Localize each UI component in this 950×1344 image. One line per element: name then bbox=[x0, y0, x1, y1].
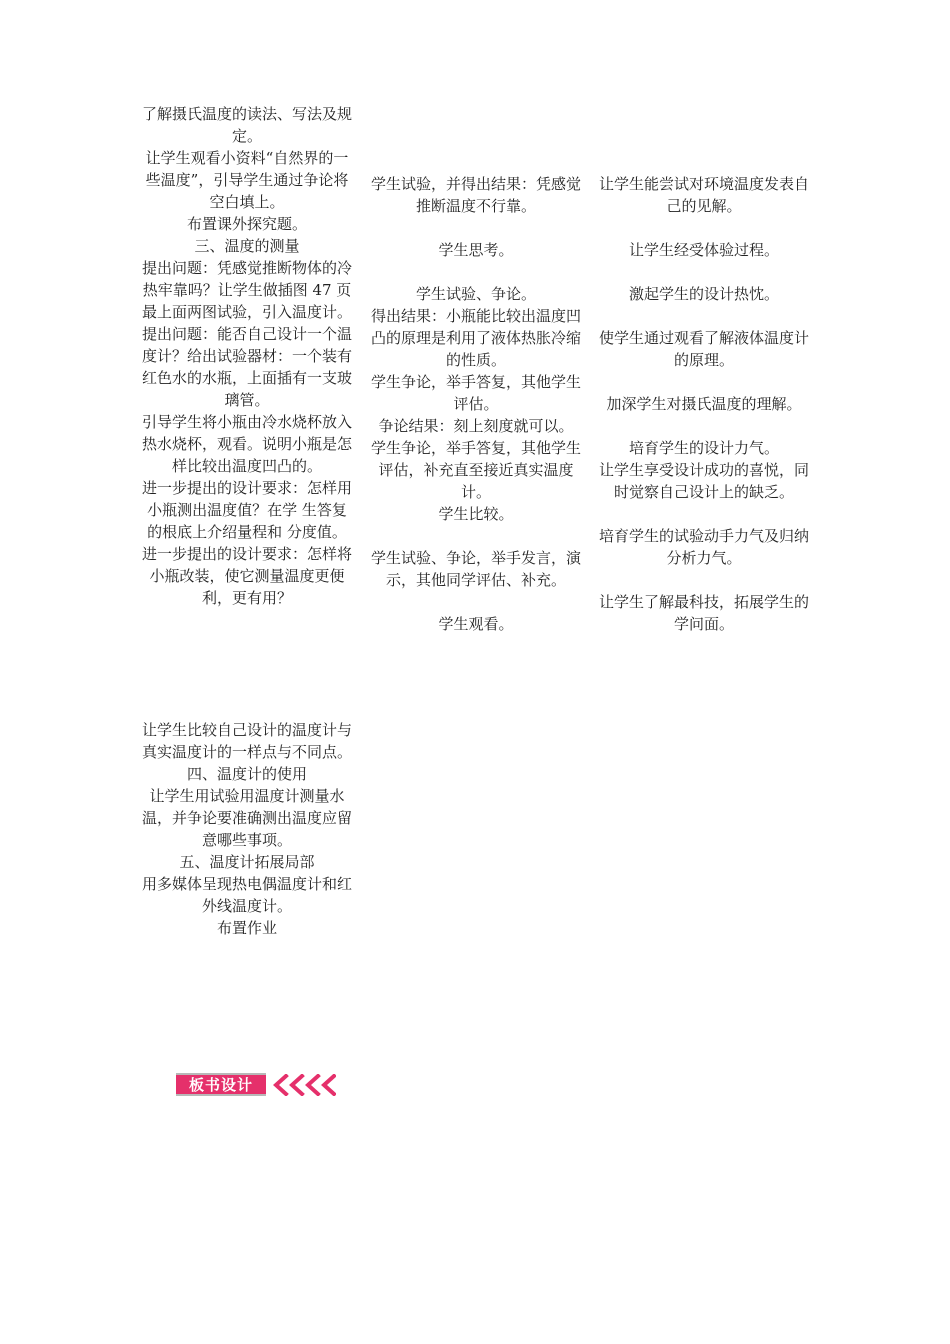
chevron-left-icon bbox=[272, 1074, 336, 1096]
teacher-item: 用多媒体呈现热电偶温度计和红外线温度计。 bbox=[141, 875, 352, 915]
intent-item: 让学生能尝试对环境温度发表自己的见解。 bbox=[598, 175, 809, 215]
teacher-item: 布置课外探究题。 bbox=[186, 215, 307, 233]
student-item: 学生争论，举手答复，其他学生评估。 bbox=[370, 373, 581, 413]
teacher-item: 提出问题：能否自己设计一个温度计？给出试验器材：一个装有红色水的水瓶，上面插有一支玻璃管。 bbox=[141, 325, 352, 409]
intent-item: 让学生经受体验过程。 bbox=[628, 241, 779, 259]
intent-item: 让学生享受设计成功的喜悦，同时觉察自己设计上的缺乏。 bbox=[598, 461, 809, 501]
teacher-item: 进一步提出的设计要求：怎样用小瓶测出温度值？在学 生答复的根底上介绍量程和 分度值。 bbox=[141, 479, 352, 541]
banner-label: 板书设计 bbox=[188, 1076, 253, 1094]
chevron-left-icon bbox=[272, 1074, 336, 1096]
teacher-item: 让学生比较自己设计的温度计与真实温度计的一样点与不同点。 bbox=[141, 721, 352, 761]
student-item: 学生试验，并得出结果：凭感觉推断温度不行靠。 bbox=[370, 175, 581, 215]
teacher-item: 了解摄氏温度的读法、写法及规定。 bbox=[141, 105, 352, 145]
student-item: 争论结果：刻上刻度就可以。 bbox=[378, 417, 574, 435]
intent-item: 加深学生对摄氏温度的理解。 bbox=[606, 395, 802, 413]
teacher-activity-column bbox=[140, 103, 354, 609]
teacher-item: 布置作业 bbox=[216, 919, 277, 937]
student-item: 得出结果：小瓶能比较出温度凹凸的原理是利用了液体热胀冷缩的性质。 bbox=[370, 307, 581, 369]
teacher-activity-column-continued bbox=[140, 719, 354, 939]
teacher-item: 让学生用试验用温度计测量水温，并争论要准确测出温度应留意哪些事项。 bbox=[141, 787, 352, 849]
intent-item: 让学生了解最科技，拓展学生的学问面。 bbox=[598, 593, 809, 633]
intent-item: 培育学生的设计力气。 bbox=[628, 439, 779, 457]
board-design-banner bbox=[176, 1073, 344, 1096]
section-heading: 五、温度计拓展局部 bbox=[179, 853, 315, 871]
intent-item: 激起学生的设计热忱。 bbox=[628, 285, 779, 303]
section-heading: 四、温度计的使用 bbox=[186, 765, 307, 783]
intent-item: 使学生通过观看了解液体温度计的原理。 bbox=[598, 329, 809, 369]
student-item: 学生争论，举手答复，其他学生评估，补充直至接近真实温度计。 bbox=[370, 439, 581, 501]
student-item: 学生比较。 bbox=[438, 505, 514, 523]
student-item: 学生试验、争论，举手发言，演示，其他同学评估、补充。 bbox=[370, 549, 581, 589]
teacher-item: 提出问题：凭感觉推断物体的冷热牢靠吗？让学生做插图 47 页最上面两图试验，引入温度计。 bbox=[141, 259, 352, 321]
section-heading: 三、温度的测量 bbox=[194, 237, 300, 255]
student-item: 学生观看。 bbox=[438, 615, 514, 633]
intent-item: 培育学生的试验动手力气及归纳分析力气。 bbox=[598, 527, 809, 567]
student-item: 学生思考。 bbox=[438, 241, 514, 259]
teacher-item: 进一步提出的设计要求：怎样将小瓶改装，使它测量温度更便利，更有用？ bbox=[141, 545, 352, 607]
banner-label-box bbox=[176, 1073, 266, 1096]
design-intent-column bbox=[596, 173, 812, 635]
teacher-item: 引导学生将小瓶由冷水烧杯放入热水烧杯，观看。说明小瓶是怎样比较出温度凹凸的。 bbox=[141, 413, 352, 475]
teacher-item: 让学生观看小资料“自然界的一些温度”，引导学生通过争论将空白填上。 bbox=[145, 149, 349, 211]
student-item: 学生试验、争论。 bbox=[415, 285, 536, 303]
student-activity-column bbox=[368, 173, 584, 635]
